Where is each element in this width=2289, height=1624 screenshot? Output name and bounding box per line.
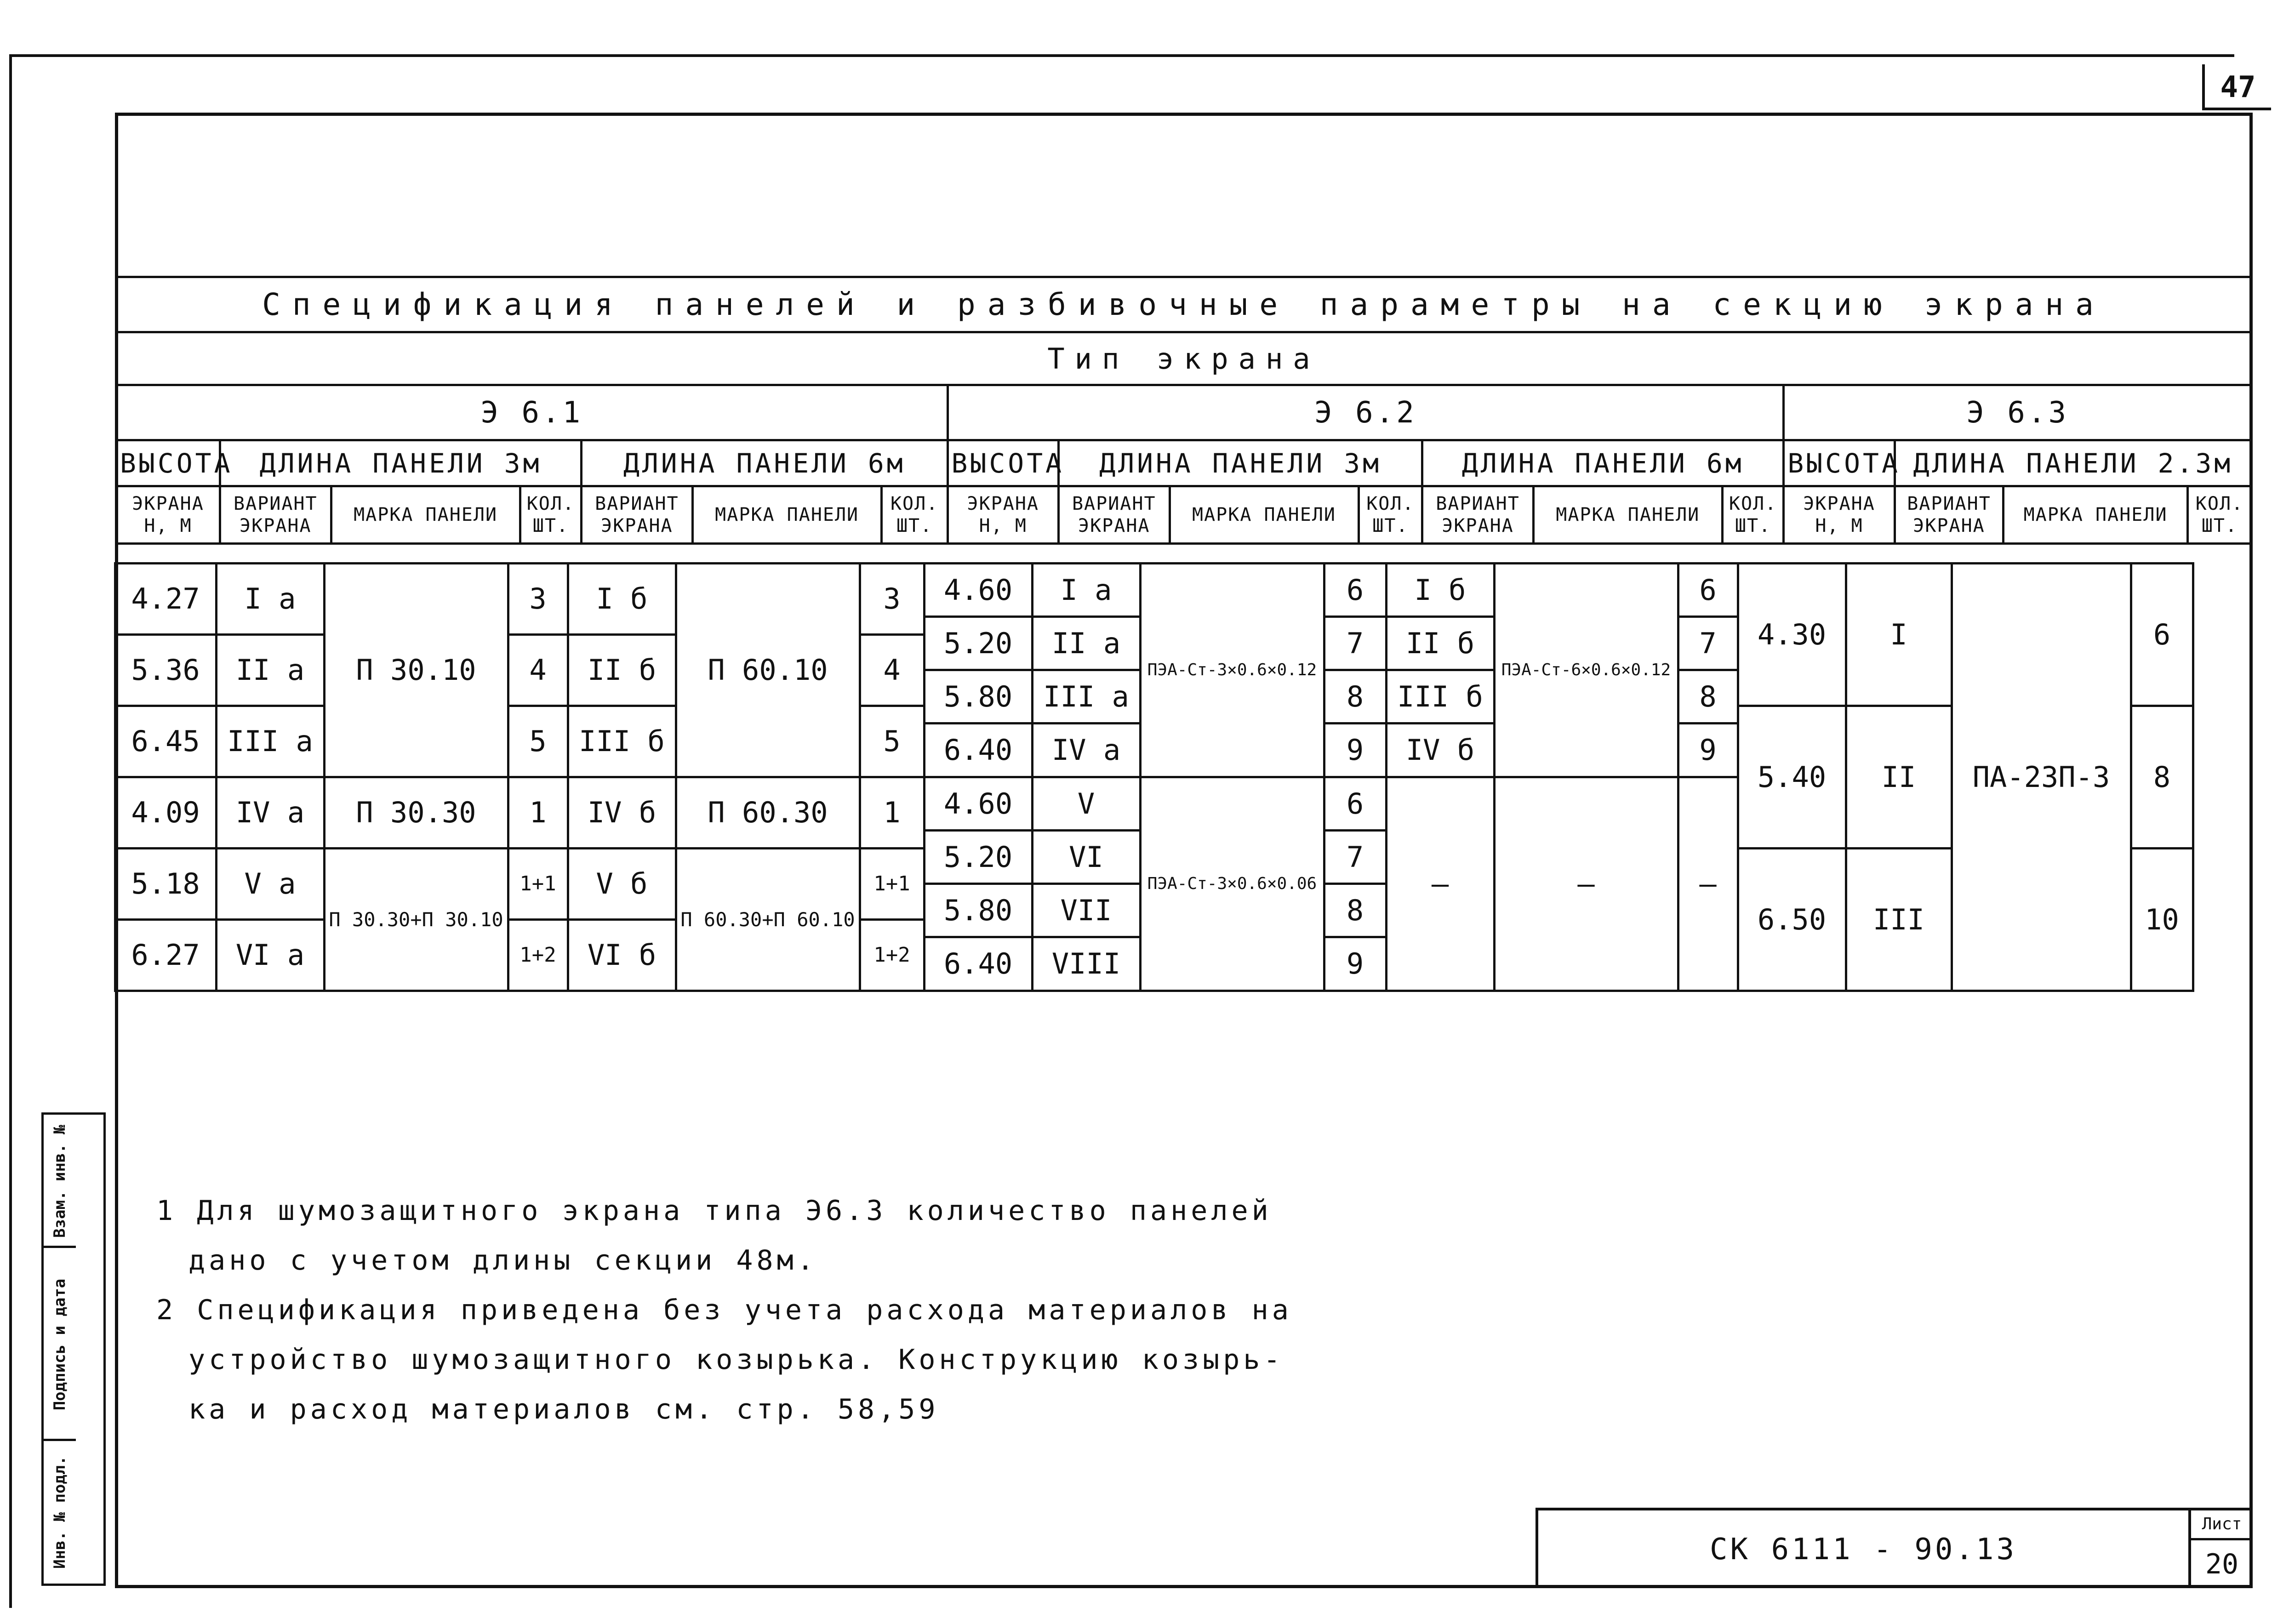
header-variant: ВАРИАНТ ЭКРАНА bbox=[582, 486, 692, 544]
table-cell: 7 bbox=[1323, 829, 1387, 885]
table-cell: VI а bbox=[215, 918, 325, 992]
header-length-6m: ДЛИНА ПАНЕЛИ 6м bbox=[582, 440, 948, 486]
header-mark: МАРКА ПАНЕЛИ bbox=[331, 486, 520, 544]
table-cell: 8 bbox=[1677, 669, 1739, 724]
table-cell: 8 bbox=[2130, 705, 2194, 849]
table-cell: П 60.30 bbox=[675, 776, 861, 849]
table-cell: П 60.10 bbox=[675, 562, 861, 778]
table-cell: 3 bbox=[859, 562, 925, 636]
table-cell: II а bbox=[215, 633, 325, 707]
table-cell: — bbox=[1493, 776, 1679, 992]
table-cell: 5.40 bbox=[1737, 705, 1847, 849]
header-qty: КОЛ. ШТ. bbox=[1722, 486, 1784, 544]
header-variant: ВАРИАНТ ЭКРАНА bbox=[220, 486, 331, 544]
table-cell: П 30.30+П 30.10 bbox=[323, 847, 509, 992]
header-height: ВЫСОТА bbox=[1784, 440, 1895, 486]
table-cell: П 30.10 bbox=[323, 562, 509, 778]
title-block-code: СК 6111 - 90.13 bbox=[1536, 1508, 2188, 1588]
top-border-line bbox=[9, 54, 2234, 57]
header-variant: ВАРИАНТ ЭКРАНА bbox=[1422, 486, 1533, 544]
section-e62: Э 6.2 bbox=[948, 385, 1784, 440]
table-cell: 6 bbox=[1323, 562, 1387, 618]
table-cell: VIII bbox=[1031, 936, 1142, 991]
table-cell: — bbox=[1677, 776, 1739, 992]
sidebar-cell bbox=[44, 1441, 76, 1584]
table-cell: II а bbox=[1031, 615, 1142, 671]
table-cell: VI б bbox=[567, 918, 677, 992]
table-cell: ПЭА-Ст-3×0.6×0.06 bbox=[1139, 776, 1325, 992]
header-height: ВЫСОТА bbox=[116, 440, 220, 486]
table-cell: III а bbox=[1031, 669, 1142, 724]
header-screen-height: ЭКРАНА Н, М bbox=[1784, 486, 1895, 544]
header-qty: КОЛ. ШТ. bbox=[2187, 486, 2251, 544]
table-cell: II б bbox=[1385, 615, 1496, 671]
table-cell: 7 bbox=[1677, 615, 1739, 671]
header-variant: ВАРИАНТ ЭКРАНА bbox=[1895, 486, 2003, 544]
header-variant: ВАРИАНТ ЭКРАНА bbox=[1059, 486, 1170, 544]
sidebar-cell bbox=[44, 1115, 76, 1248]
table-cell: 9 bbox=[1677, 722, 1739, 778]
sheet-number: 20 bbox=[2205, 1548, 2239, 1580]
table-title: Спецификация панелей и разбивочные параметры на секцию экрана bbox=[116, 277, 2252, 332]
table-cell: 1+2 bbox=[859, 918, 925, 992]
sidebar-cell bbox=[44, 1248, 76, 1441]
table-cell: 6.27 bbox=[114, 918, 217, 992]
table-cell: V а bbox=[215, 847, 325, 921]
table-cell: П 30.30 bbox=[323, 776, 509, 849]
header-qty: КОЛ. ШТ. bbox=[881, 486, 948, 544]
table-cell: 1 bbox=[859, 776, 925, 849]
table-cell: 1 bbox=[507, 776, 569, 849]
table-cell: II б bbox=[567, 633, 677, 707]
table-cell: IV б bbox=[1385, 722, 1496, 778]
header-length-23m: ДЛИНА ПАНЕЛИ 2.3м bbox=[1895, 440, 2251, 486]
table-cell: I б bbox=[567, 562, 677, 636]
table-cell: 8 bbox=[1323, 883, 1387, 938]
table-cell: 6 bbox=[2130, 562, 2194, 707]
table-cell: VI bbox=[1031, 829, 1142, 885]
table-cell: 5.20 bbox=[923, 615, 1033, 671]
table-cell: 6.40 bbox=[923, 722, 1033, 778]
sheet-label: Лист bbox=[2191, 1510, 2253, 1540]
header-height: ВЫСОТА bbox=[948, 440, 1058, 486]
table-cell: I bbox=[1845, 562, 1953, 707]
table-cell: 4 bbox=[507, 633, 569, 707]
table-cell: 7 bbox=[1323, 615, 1387, 671]
sidebar-label: Инв. № подл. bbox=[51, 1456, 69, 1569]
table-cell: V б bbox=[567, 847, 677, 921]
table-cell: 9 bbox=[1323, 722, 1387, 778]
table-cell: 5 bbox=[507, 705, 569, 778]
corner-sheet-number: 47 bbox=[2202, 64, 2271, 110]
table-cell: VII bbox=[1031, 883, 1142, 938]
table-cell: 4.60 bbox=[923, 562, 1033, 618]
table-cell: 6.50 bbox=[1737, 847, 1847, 992]
table-cell: 9 bbox=[1323, 936, 1387, 991]
table-cell: III а bbox=[215, 705, 325, 778]
header-screen-height: ЭКРАНА Н, М bbox=[948, 486, 1058, 544]
table-cell: ПА-23П-3 bbox=[1951, 562, 2132, 992]
note-line: ка и расход материалов см. стр. 58,59 bbox=[188, 1393, 939, 1425]
table-cell: 5.36 bbox=[114, 633, 217, 707]
header-screen-height: ЭКРАНА Н, М bbox=[116, 486, 220, 544]
table-cell: 4.30 bbox=[1737, 562, 1847, 707]
specification-table bbox=[115, 276, 2253, 545]
table-cell: 8 bbox=[1323, 669, 1387, 724]
header-mark: МАРКА ПАНЕЛИ bbox=[1533, 486, 1722, 544]
table-cell: П 60.30+П 60.10 bbox=[675, 847, 861, 992]
header-length-6m: ДЛИНА ПАНЕЛИ 6м bbox=[1422, 440, 1784, 486]
section-e63: Э 6.3 bbox=[1784, 385, 2252, 440]
table-cell: 5.18 bbox=[114, 847, 217, 921]
table-cell: 6 bbox=[1677, 562, 1739, 618]
table-cell: V bbox=[1031, 776, 1142, 832]
table-cell: 1+1 bbox=[507, 847, 569, 921]
table-cell: IV б bbox=[567, 776, 677, 849]
sidebar-label: Взам. инв. № bbox=[51, 1125, 69, 1238]
sheet-number-box bbox=[2188, 1508, 2253, 1588]
table-cell: I а bbox=[1031, 562, 1142, 618]
table-cell: III б bbox=[1385, 669, 1496, 724]
header-mark: МАРКА ПАНЕЛИ bbox=[692, 486, 881, 544]
table-cell: 4.60 bbox=[923, 776, 1033, 832]
table-cell: III bbox=[1845, 847, 1953, 992]
table-cell: 5.80 bbox=[923, 883, 1033, 938]
header-length-3m: ДЛИНА ПАНЕЛИ 3м bbox=[220, 440, 582, 486]
table-cell: III б bbox=[567, 705, 677, 778]
header-mark: МАРКА ПАНЕЛИ bbox=[1170, 486, 1359, 544]
header-qty: КОЛ. ШТ. bbox=[520, 486, 582, 544]
table-cell: 6.45 bbox=[114, 705, 217, 778]
sidebar-label: Подпись и дата bbox=[51, 1278, 69, 1411]
table-cell: ПЭА-Ст-6×0.6×0.12 bbox=[1493, 562, 1679, 778]
approval-sidebar bbox=[41, 1112, 106, 1586]
table-cell: 4.09 bbox=[114, 776, 217, 849]
table-cell: I а bbox=[215, 562, 325, 636]
table-cell: — bbox=[1385, 776, 1496, 992]
note-line: дано с учетом длины секции 48м. bbox=[188, 1244, 817, 1276]
table-cell: 5.20 bbox=[923, 829, 1033, 885]
header-length-3m: ДЛИНА ПАНЕЛИ 3м bbox=[1059, 440, 1422, 486]
section-e61: Э 6.1 bbox=[116, 385, 948, 440]
table-cell: 10 bbox=[2130, 847, 2194, 992]
table-cell: I б bbox=[1385, 562, 1496, 618]
table-body bbox=[115, 563, 2253, 991]
table-cell: 5.80 bbox=[923, 669, 1033, 724]
table-cell: IV а bbox=[1031, 722, 1142, 778]
table-cell: 3 bbox=[507, 562, 569, 636]
table-cell: 6 bbox=[1323, 776, 1387, 832]
notes-block bbox=[156, 1186, 1292, 1434]
header-mark: МАРКА ПАНЕЛИ bbox=[2004, 486, 2188, 544]
header-qty: КОЛ. ШТ. bbox=[1359, 486, 1422, 544]
table-cell: 4 bbox=[859, 633, 925, 707]
screen-type-label: Тип экрана bbox=[116, 332, 2252, 385]
table-cell: 4.27 bbox=[114, 562, 217, 636]
table-cell: II bbox=[1845, 705, 1953, 849]
note-line: устройство шумозащитного козырька. Конструкцию козырь- bbox=[188, 1344, 1284, 1376]
note-line: 2 Спецификация приведена без учета расхода материалов на bbox=[156, 1294, 1292, 1326]
left-border-line bbox=[9, 54, 12, 1608]
table-cell: 5 bbox=[859, 705, 925, 778]
specification-table-wrap bbox=[115, 276, 2253, 545]
table-cell: IV а bbox=[215, 776, 325, 849]
table-cell: 1+1 bbox=[859, 847, 925, 921]
table-cell: 1+2 bbox=[507, 918, 569, 992]
table-cell: 6.40 bbox=[923, 936, 1033, 991]
table-cell: ПЭА-Ст-3×0.6×0.12 bbox=[1139, 562, 1325, 778]
note-line: 1 Для шумозащитного экрана типа Э6.3 количество панелей bbox=[156, 1195, 1272, 1227]
